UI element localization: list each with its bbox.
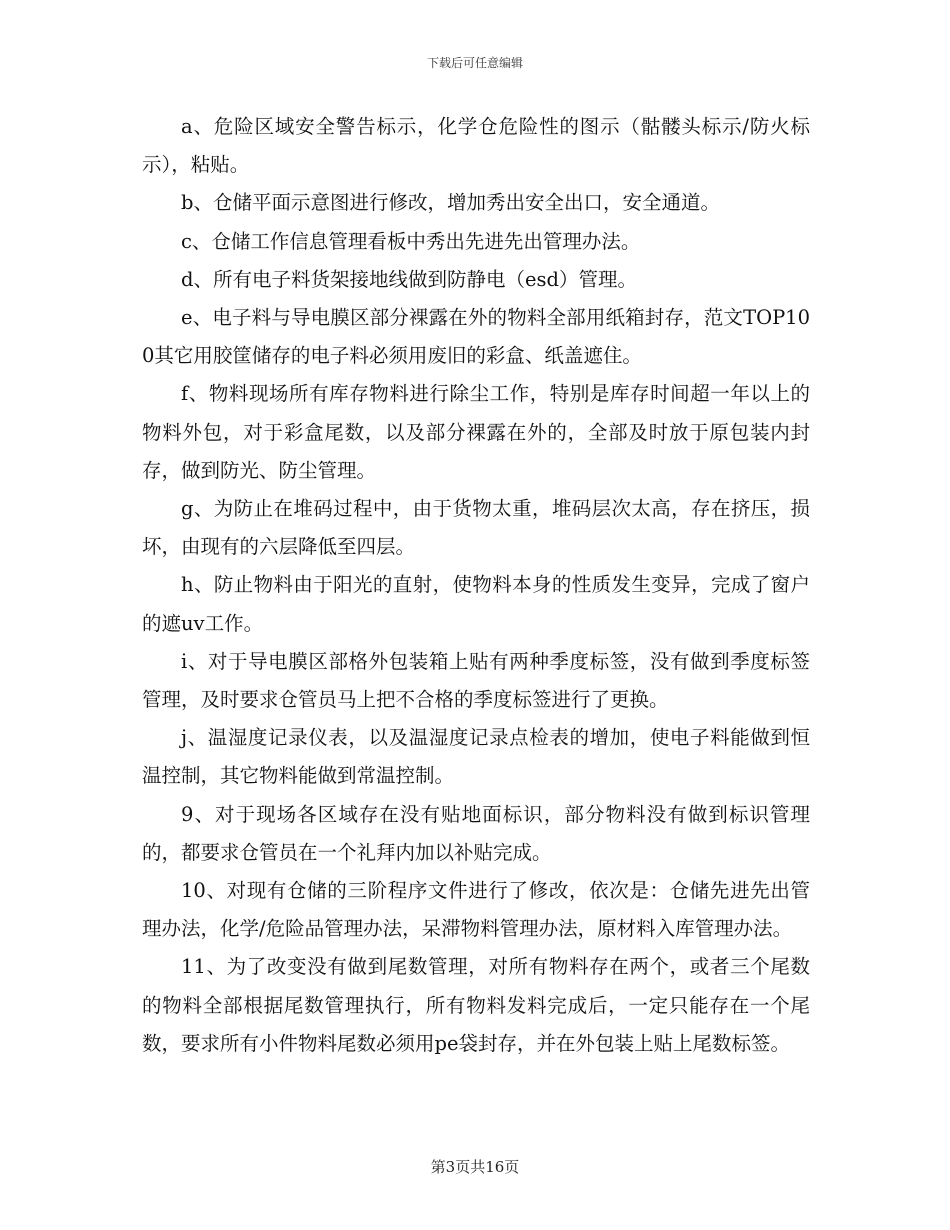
document-body	[142, 108, 810, 1063]
paragraph-9: 9、对于现场各区域存在没有贴地面标识，部分物料没有做到标识管理的，都要求仓管员在一个礼拜内加以补贴完成。	[142, 802, 810, 864]
paragraph-b: b、仓储平面示意图进行修改，增加秀出安全出口，安全通道。	[181, 191, 720, 215]
paragraph-c: c、仓储工作信息管理看板中秀出先进先出管理办法。	[181, 229, 641, 253]
paragraph-10: 10、对现有仓储的三阶程序文件进行了修改，依次是：仓储先进先出管理办法，化学/危险品管理办法，呆滞物料管理办法，原材料入库管理办法。	[142, 879, 810, 941]
paragraph-g: g、为防止在堆码过程中，由于货物太重，堆码层次太高，存在挤压，损坏，由现有的六层降低至四层。	[142, 497, 810, 559]
paragraph-f: f、物料现场所有库存物料进行除尘工作，特别是库存时间超一年以上的物料外包，对于彩盒尾数，以及部分裸露在外的，全部及时放于原包装内封存，做到防光、防尘管理。	[142, 382, 810, 482]
paragraph-i: i、对于导电膜区部格外包装箱上贴有两种季度标签，没有做到季度标签管理，及时要求仓管员马上把不合格的季度标签进行了更换。	[142, 649, 810, 712]
paragraph-a: a、危险区域安全警告标示，化学仓危险性的图示（骷髅头标示/防火标示），粘贴。	[142, 115, 810, 177]
paragraph-d: d、所有电子料货架接地线做到防静电（esd）管理。	[181, 267, 638, 291]
paragraph-j: j、温湿度记录仪表，以及温湿度记录点检表的增加，使电子料能做到恒温控制，其它物料能做到常温控制。	[142, 726, 810, 788]
paragraph-e: e、电子料与导电膜区部分裸露在外的物料全部用纸箱封存，范文TOP100其它用胶筐储存的电子料必须用废旧的彩盒、纸盖遮住。	[142, 306, 810, 368]
paragraph-h: h、防止物料由于阳光的直射，使物料本身的性质发生变异，完成了窗户的遮uv工作。	[142, 573, 810, 635]
paragraph-11: 11、为了改变没有做到尾数管理，对所有物料存在两个，或者三个尾数的物料全部根据尾数管理执行，所有物料发料完成后，一定只能存在一个尾数，要求所有小件物料尾数必须用pe袋封存，并在外包装上贴上尾数标签。	[142, 955, 810, 1055]
page-number: 第3页共16页	[430, 1158, 520, 1176]
page-header: 下载后可任意编辑	[426, 56, 523, 70]
